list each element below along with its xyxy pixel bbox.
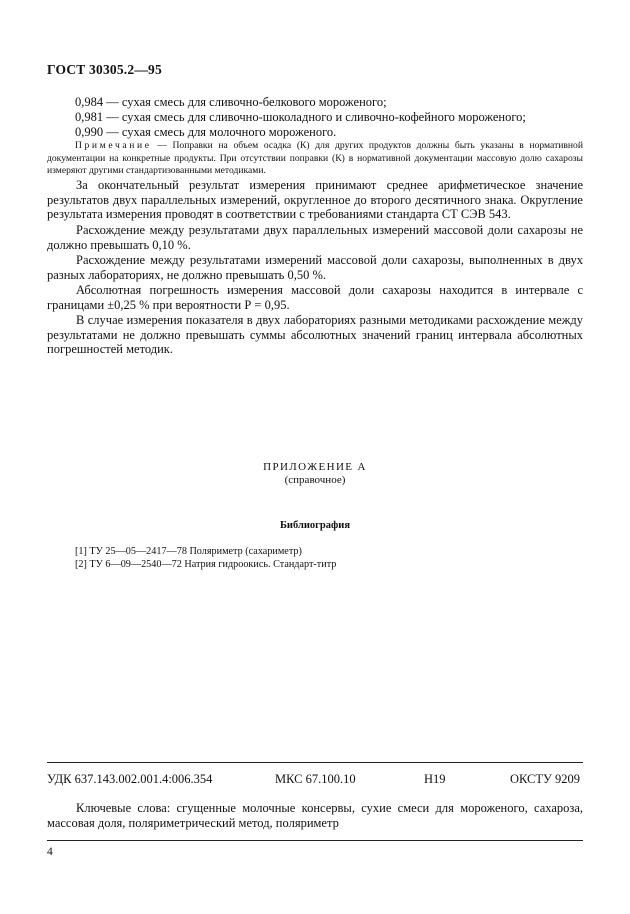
appendix-title: ПРИЛОЖЕНИЕ А xyxy=(263,461,367,473)
paragraph-interlab-divergence: Расхождение между результатами измерений массовой доли сахарозы, выполненных в двух разных лабораториях, не должно превышать 0,50 %. xyxy=(47,253,583,282)
footer-keywords: Ключевые слова: сгущенные молочные консервы, сухие смеси для мороженого, сахароза, массовая доля, поляриметрический метод, поляриметр xyxy=(47,801,583,830)
coefficient-line-1: 0,984 — сухая смесь для сливочно-белкового мороженого; xyxy=(75,95,387,109)
note-text: — Поправки на объем осадка (К) для других продуктов должны быть указаны в нормативной документации на конкретные продукты. При отсутствии поправки (К) в нормативной документации массовую долю сахарозы измеряют другими стандартизованными методиками. xyxy=(47,140,583,177)
note-block xyxy=(47,140,583,178)
coefficient-line-2: 0,981 — сухая смесь для сливочно-шоколадного и сливочно-кофейного мороженого; xyxy=(75,110,526,124)
footer-okstu: ОКСТУ 9209 xyxy=(510,772,581,786)
bibliography-title: Библиография xyxy=(279,520,351,531)
page-number: 4 xyxy=(47,846,53,858)
footer-udk: УДК 637.143.002.001.4:006.354 xyxy=(47,772,213,786)
paragraph-result: За окончательный результат измерения принимают среднее арифметическое значение результатов двух параллельных измерений, округленное до второго десятичного знака. Округление результата измерения проводят в соответствии с требованиями стандарта СТ СЭВ 543. xyxy=(47,178,583,222)
footer-top-rule xyxy=(47,762,583,763)
footer-mks: МКС 67.100.10 xyxy=(275,772,356,786)
paragraph-different-methods: В случае измерения показателя в двух лабораториях разными методиками расхождение между результатами не должно превышать суммы абсолютных значений границ интервала абсолютных погрешностей методик. xyxy=(47,313,583,357)
bibliography-item-1: [1] ТУ 25—05—2417—78 Поляриметр (сахариметр) xyxy=(75,546,302,557)
paragraph-absolute-error: Абсолютная погрешность измерения массовой доли сахарозы находится в интервале с границами ±0,25 % при вероятности Р = 0,95. xyxy=(47,283,583,312)
appendix-subtitle: (справочное) xyxy=(284,474,346,486)
bibliography-item-2: [2] ТУ 6—09—2540—72 Натрия гидроокись. Стандарт-титр xyxy=(75,559,337,570)
coefficient-line-3: 0,990 — сухая смесь для молочного мороженого. xyxy=(75,125,337,139)
footer-bottom-rule xyxy=(47,840,583,841)
paragraph-parallel-divergence: Расхождение между результатами двух параллельных измерений массовой доли сахарозы не должно превышать 0,10 %. xyxy=(47,223,583,252)
document-header: ГОСТ 30305.2—95 xyxy=(47,62,162,77)
footer-group: Н19 xyxy=(424,772,446,786)
note-label: Примечание xyxy=(75,140,152,151)
